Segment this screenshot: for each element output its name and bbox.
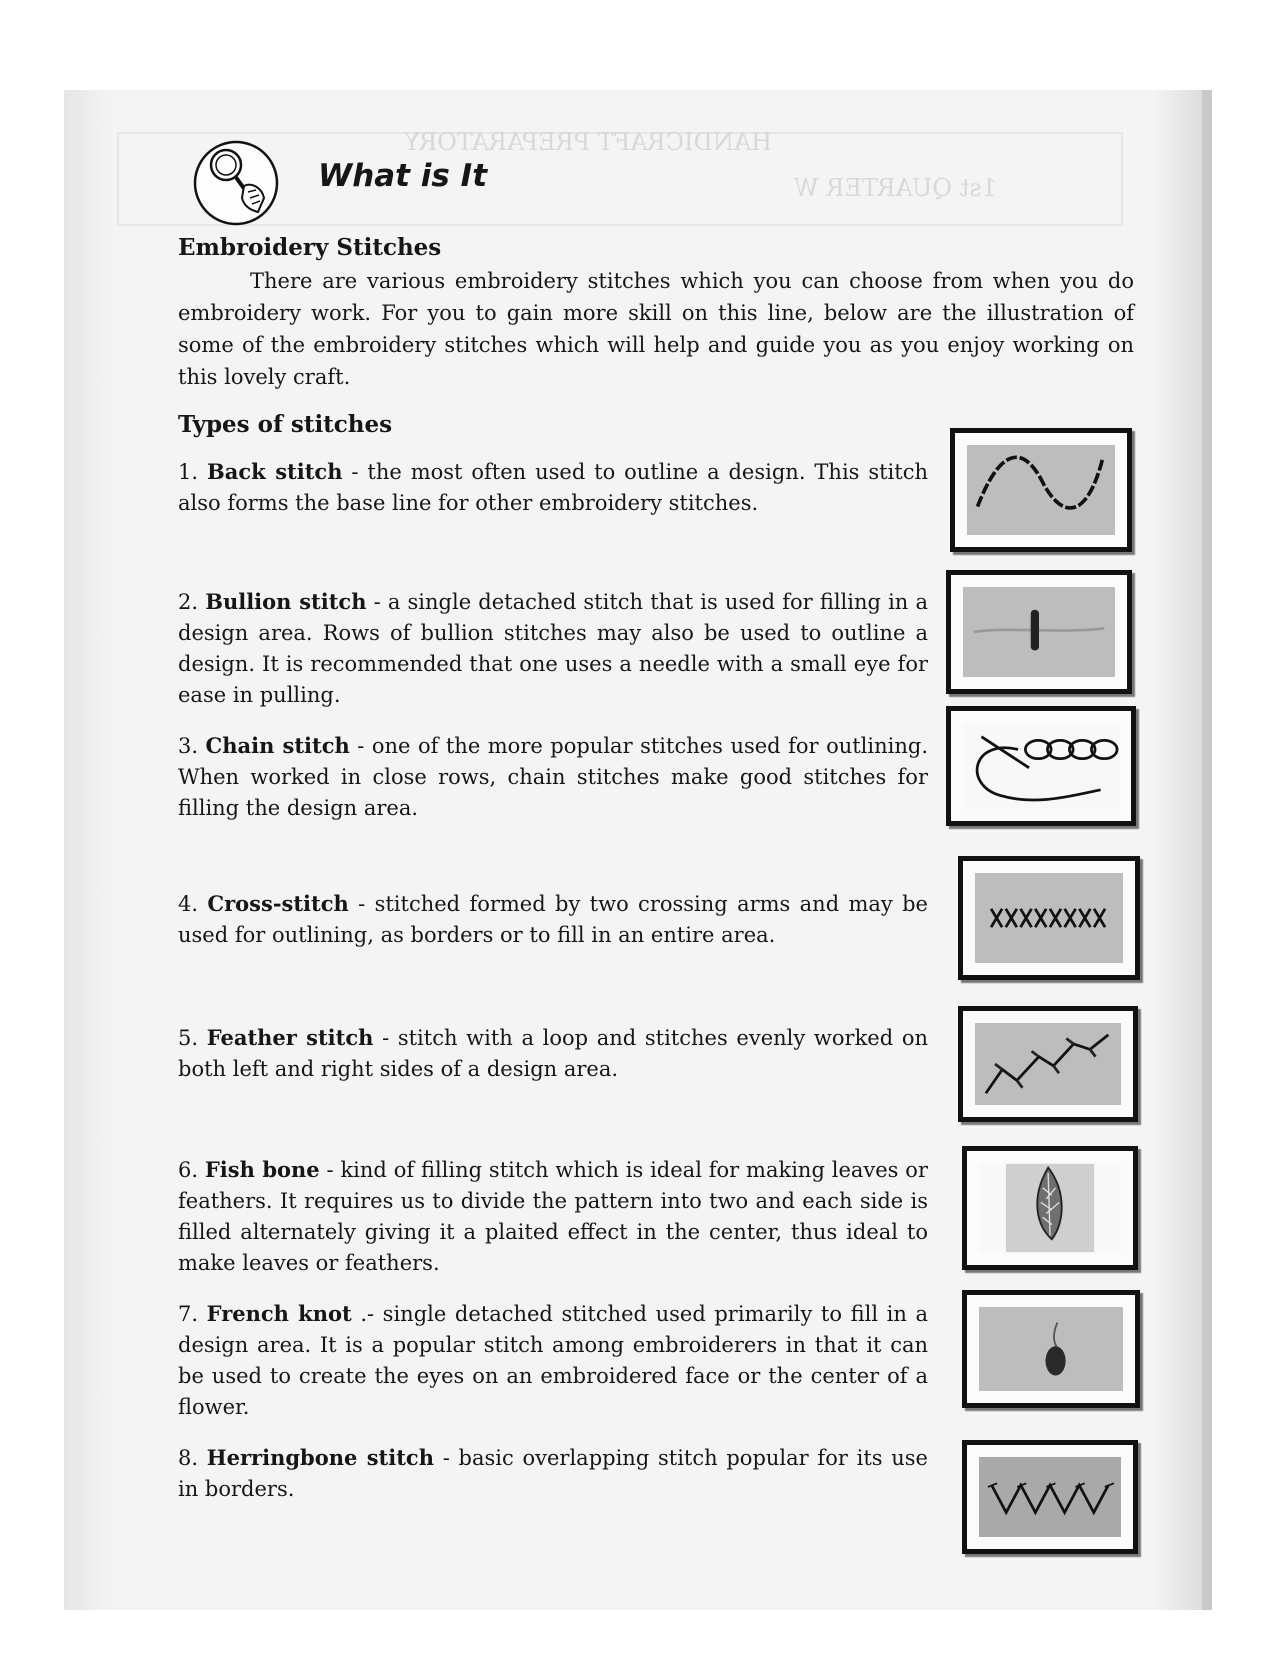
item-description: - the most often used to outline a design. This stitch also forms the base line for other embroidery stitches. [178,460,928,515]
item-description: .- single detached stitched used primarily to fill in a design area. It is a popular stitch among embroiderers in that it can be used to create the eyes on an embroidered face or the center of a flower. [178,1302,928,1419]
item-name: Herringbone stitch [206,1445,434,1470]
item-name: Bullion stitch [205,589,367,614]
item-description: - a single detached stitch that is used for filling in a design area. Rows of bullion stitches may also be used to outline a design. It is recommended that one uses a needle with a small eye for ease in pulling. [178,590,928,707]
item-name: Back stitch [206,459,343,484]
item-name: Chain stitch [205,733,350,758]
bleed-through-text: 1st QUARTER W [794,174,997,202]
list-item [178,456,928,519]
item-name: Cross-stitch [207,891,349,916]
herringbone-stitch-icon [967,1445,1133,1549]
section-title: Embroidery Stitches [178,234,442,261]
intro-paragraph: There are various embroidery stitches which you can choose from when you do embroidery work. For you to gain more skill on this line, below are the illustration of some of the embroidery stitches which will help and guide you as you enjoy working on this lovely craft. [178,269,1134,389]
item-description: - stitch with a loop and stitches evenly worked on both left and right sides of a design area. [178,1026,928,1081]
bullion-stitch-illustration [946,570,1132,694]
list-item [178,888,928,951]
item-number: 3. [178,734,199,758]
page-shadow-left [64,90,114,1610]
types-title: Types of stitches [178,411,393,438]
chain-stitch-illustration [946,706,1136,826]
herringbone-stitch-illustration [962,1440,1138,1554]
item-number: 8. [178,1446,199,1470]
list-item [178,1442,928,1505]
fish-bone-icon [967,1151,1133,1265]
item-description: - stitched formed by two crossing arms and may be used for outlining, as borders or to fill in an entire area. [178,892,928,947]
item-name: French knot [206,1301,352,1326]
item-name: Fish bone [204,1157,320,1182]
cross-stitch-illustration [958,856,1140,980]
bullion-stitch-icon [951,575,1127,689]
bleed-through-text: HANDICRAFT PREPARATORY [404,128,773,156]
item-description: - basic overlapping stitch popular for its use in borders. [178,1446,928,1501]
item-description: - kind of filling stitch which is ideal for making leaves or feathers. It requires us to divide the pattern into two and each side is filled alternately giving it a plaited effect in the center, thus ideal to make leaves or feathers. [178,1158,928,1275]
list-item [178,1298,928,1423]
list-item [178,586,928,711]
back-stitch-icon [955,433,1127,547]
list-item [178,1154,928,1279]
item-description: - one of the more popular stitches used for outlining. When worked in close rows, chain stitches make good stitches for filling the design area. [178,734,928,820]
page-spine-shadow [1202,90,1212,1610]
item-number: 1. [178,460,199,484]
item-name: Feather stitch [206,1025,374,1050]
feather-stitch-illustration [958,1006,1138,1122]
french-knot-illustration [962,1290,1140,1408]
item-number: 2. [178,590,199,614]
back-stitch-illustration [950,428,1132,552]
chain-stitch-icon [951,711,1131,821]
list-item [178,1022,928,1085]
item-number: 6. [178,1158,199,1182]
page-title: What is It [318,158,488,194]
french-knot-icon [967,1295,1135,1403]
cross-stitch-icon [963,861,1135,975]
magnifier-hand-icon [192,138,284,228]
list-item [178,730,928,824]
item-number: 7. [178,1302,199,1326]
item-number: 4. [178,892,199,916]
fish-bone-illustration [962,1146,1138,1270]
feather-stitch-icon [963,1011,1133,1117]
item-number: 5. [178,1026,199,1050]
